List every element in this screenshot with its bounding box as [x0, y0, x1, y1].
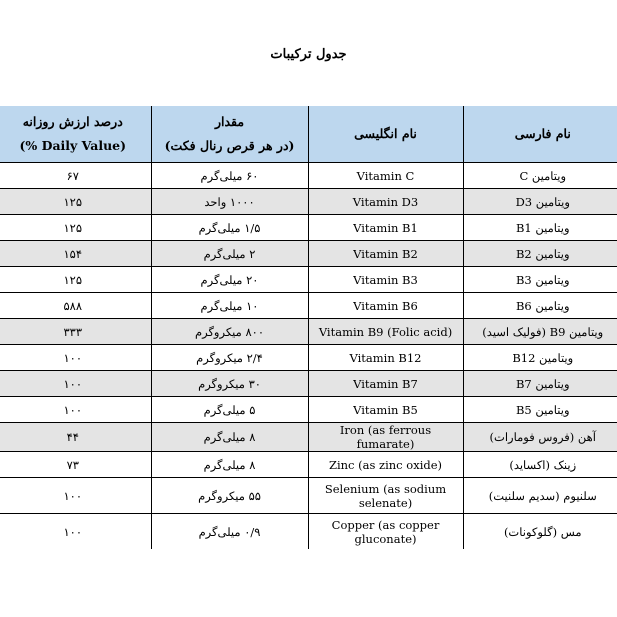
cell-persian: ویتامین B6 [463, 293, 617, 319]
cell-amount: ۶۰ میلی‌گرم [151, 163, 308, 189]
cell-amount: ۵ میلی‌گرم [151, 397, 308, 423]
cell-english: Selenium (as sodium selenate) [308, 478, 463, 514]
cell-amount: ۸ میلی‌گرم [151, 423, 308, 452]
table-row [0, 514, 617, 550]
header-daily-line1: درصد ارزش روزانه [22, 114, 123, 129]
cell-persian: آهن (فروس فومارات) [463, 423, 617, 452]
header-amount-line1: مقدار [214, 114, 245, 129]
table-row [0, 478, 617, 514]
table-row [0, 293, 617, 319]
cell-amount: ۳۰ میکروگرم [151, 371, 308, 397]
cell-english: Vitamin B6 [308, 293, 463, 319]
cell-amount: ۲/۴ میکروگرم [151, 345, 308, 371]
table-row [0, 371, 617, 397]
table-row [0, 267, 617, 293]
cell-persian: ویتامین B7 [463, 371, 617, 397]
cell-english: Copper (as copper gluconate) [308, 514, 463, 550]
cell-daily: ۱۰۰ [0, 397, 151, 423]
cell-persian: مس (گلوکونات) [503, 524, 582, 539]
cell-persian: ویتامین B9 (فولیک اسید) [463, 319, 617, 345]
cell-english: Vitamin B3 [308, 267, 463, 293]
cell-english: Vitamin B7 [308, 371, 463, 397]
cell-persian: ویتامین B5 [463, 397, 617, 423]
header-amount [151, 106, 308, 163]
cell-daily: ۷۳ [0, 452, 151, 478]
cell-persian: ویتامین B12 [463, 345, 617, 371]
cell-persian: ویتامین B1 [463, 215, 617, 241]
cell-daily: ۱۰۰ [0, 345, 151, 371]
header-persian-name: نام فارسی [463, 106, 617, 163]
cell-daily: ۵۸۸ [0, 293, 151, 319]
cell-daily: ۶۷ [0, 163, 151, 189]
cell-english: Vitamin C [308, 163, 463, 189]
cell-daily: ۱۵۴ [0, 241, 151, 267]
cell-english: Vitamin D3 [308, 189, 463, 215]
cell-daily: ۱۲۵ [0, 189, 151, 215]
cell-amount: ۱/۵ میلی‌گرم [151, 215, 308, 241]
table-row [0, 189, 617, 215]
table-row [0, 319, 617, 345]
cell-persian: سلنیوم (سدیم سلنیت) [463, 478, 617, 514]
cell-english: Vitamin B12 [308, 345, 463, 371]
cell-amount: ۲۰ میلی‌گرم [151, 267, 308, 293]
table-row [0, 345, 617, 371]
table-row [0, 423, 617, 452]
cell-english: Vitamin B5 [308, 397, 463, 423]
header-daily-value [0, 106, 151, 163]
table-header-row [0, 106, 617, 163]
cell-amount: ۱۰۰۰ واحد [151, 189, 308, 215]
cell-daily: ۱۰۰ [0, 514, 151, 550]
cell-persian: ویتامین D3 [463, 189, 617, 215]
cell-amount: ۱۰ میلی‌گرم [151, 293, 308, 319]
header-english-name: نام انگلیسی [308, 106, 463, 163]
table-row [0, 241, 617, 267]
cell-amount: ۲ میلی‌گرم [151, 241, 308, 267]
header-amount-line2: (در هر قرص رنال فکت) [164, 138, 295, 153]
cell-daily: ۳۳۳ [0, 319, 151, 345]
header-daily-line2: (% Daily Value) [19, 138, 127, 153]
cell-amount: ۵۵ میکروگرم [151, 478, 308, 514]
table-row [0, 452, 617, 478]
cell-persian: ویتامین C [463, 163, 617, 189]
cell-amount: ۰/۹ میلی‌گرم [151, 514, 308, 550]
cell-persian: ویتامین B2 [463, 241, 617, 267]
cell-english: Iron (as ferrous fumarate) [308, 423, 463, 452]
cell-english: Vitamin B1 [308, 215, 463, 241]
cell-amount: ۸۰۰ میکروگرم [151, 319, 308, 345]
cell-persian: زینک (اکساید) [463, 452, 617, 478]
page-title: جدول ترکیبات [270, 47, 347, 62]
cell-daily: ۱۲۵ [0, 215, 151, 241]
cell-daily: ۱۲۵ [0, 267, 151, 293]
ingredients-table [0, 106, 617, 549]
cell-daily: ۱۰۰ [0, 371, 151, 397]
cell-persian: ویتامین B3 [463, 267, 617, 293]
cell-english: Zinc (as zinc oxide) [308, 452, 463, 478]
cell-daily: ۴۴ [0, 423, 151, 452]
table-row [0, 163, 617, 189]
cell-amount: ۸ میلی‌گرم [151, 452, 308, 478]
cell-english: Vitamin B2 [308, 241, 463, 267]
cell-daily: ۱۰۰ [0, 478, 151, 514]
cell-english: Vitamin B9 (Folic acid) [308, 319, 463, 345]
table-row [0, 215, 617, 241]
table-row [0, 397, 617, 423]
